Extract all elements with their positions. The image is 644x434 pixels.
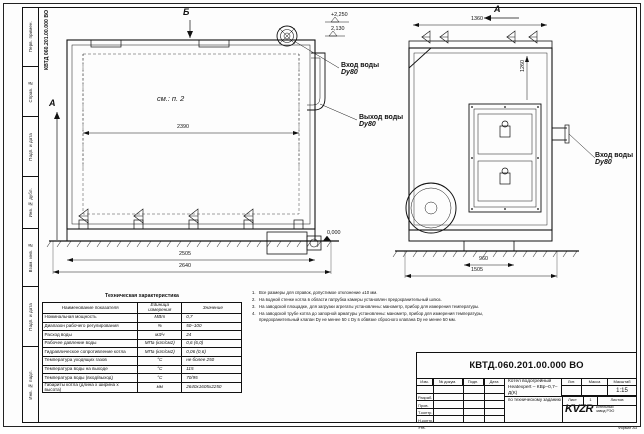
dim-height-right: 1260 (520, 60, 526, 72)
sheets-label: Листов (610, 397, 624, 402)
tech-table-header-row (43, 303, 242, 314)
tech-row-value: не более 250 (182, 356, 242, 365)
stamp-role-row (417, 394, 504, 408)
table-row (43, 382, 242, 393)
table-row (43, 374, 242, 383)
tech-row-value: 115 (182, 365, 242, 374)
product-name-area (505, 379, 562, 402)
stamp-role-row (417, 401, 504, 416)
stamp-header-date: Дата (489, 379, 499, 384)
company-block (562, 395, 636, 422)
product-line-1: Котел водогрейный (508, 379, 552, 384)
note-text: На водной стенке котла в области патрубка камеры установлен предохранительный шлюз. (259, 297, 442, 302)
stamp-header-doc: № докум. (433, 379, 463, 385)
left-cell-label: Перв. примен. (28, 20, 33, 53)
tech-row-unit: МВт (138, 314, 182, 323)
note-number: 2. (252, 297, 256, 302)
tech-row-unit: мм (138, 382, 182, 393)
note-item (252, 297, 502, 303)
drawing-vectors (39, 8, 637, 283)
callout-inlet-right-sub: Dy80 (595, 159, 612, 166)
dim-front-width-inner: 2390 (177, 124, 189, 130)
left-cell-6 (22, 347, 39, 423)
callout-inlet-top-title: Вход воды (341, 62, 380, 69)
left-cell-2 (22, 117, 39, 177)
note-item (252, 290, 502, 296)
stamp-rule (463, 379, 464, 422)
stamp-role-label: Разраб. (418, 395, 433, 400)
note-reference-label: см.: п. 2 (157, 94, 185, 103)
tech-row-unit: °С (138, 356, 182, 365)
note-text: На заводской трубе котла до запорной арматуры установлены: манометр, прибор для измерения температуры, предохранительный клапан Dу не менее 50 с Dу в обвязке сбросного клапана Dу не менее 50 мм. (259, 311, 484, 322)
table-row (43, 331, 242, 340)
table-row (43, 314, 242, 323)
lit-label: Лит. (562, 379, 582, 385)
callout-inlet-right-title: Вход воды (595, 152, 634, 159)
callout-inlet-right (595, 152, 633, 166)
tech-row-value: 70/95 (182, 374, 242, 383)
stamp-role-label: Т.контр. (418, 410, 433, 416)
tech-header-name: Наименование показателя (43, 303, 138, 314)
tech-row-name: Температура воды (вход/выход) (43, 374, 138, 383)
title-block-code-band (417, 353, 636, 379)
product-line-3: по техническому заданию (508, 396, 561, 402)
left-cell-label: Справ. № (28, 80, 33, 103)
stamp-role-row (417, 409, 504, 423)
stamp-role-label: Н.контр. (418, 417, 434, 423)
stamp-header-izm: Изм. (417, 379, 433, 385)
tech-row-value: 0,06 (0,6) (182, 348, 242, 357)
stamp-role-row (417, 386, 504, 400)
tech-header-value: Значение (182, 303, 242, 314)
company-subtitle (596, 405, 614, 413)
note-text: На заводской площадке, для загрузки агрегаты установлены: манометр, прибор для измерения температуры. (259, 304, 480, 309)
company-logo: KVZR (565, 403, 593, 415)
stamp-rule (484, 379, 485, 422)
callout-outlet (359, 114, 403, 128)
stamp-header-row (417, 379, 504, 386)
tech-table-title: Техническая характеристика (105, 293, 179, 299)
left-cell-label: Инв. № подл. (28, 370, 33, 400)
stamp-role-row (417, 416, 504, 431)
note-text: Все размеры для справок, допустимое отклонение ±10 мм. (259, 290, 378, 295)
tech-row-value: 0,7 (182, 314, 242, 323)
tech-row-name: Габариты котла (длина х ширина х высота) (43, 382, 138, 393)
left-cell-label: Подп. и дата (28, 132, 33, 161)
stamp-rule (433, 379, 434, 422)
drawing-code: КВТД.060.201.00.000 ВО (469, 360, 584, 371)
product-line-2: Heatexpert – КВр–0,7– Д(К) (508, 384, 558, 396)
tech-row-value: 0,6 (6,0) (182, 339, 242, 348)
left-cell-4 (22, 229, 39, 287)
section-letter-b: Б (183, 7, 190, 17)
company-line-1: котельный (595, 404, 614, 409)
tech-row-unit: °С (138, 374, 182, 383)
mass-label: Масса (582, 379, 608, 385)
tech-row-name: Температура воды на выходе (43, 365, 138, 374)
tech-row-name: Номинальная мощность (43, 314, 138, 323)
tech-row-name: Рабочее давление воды (43, 339, 138, 348)
tech-row-value: 2640х1605х2250 (182, 382, 242, 393)
tech-row-unit: МПа (кгс/см2) (138, 339, 182, 348)
table-row (43, 365, 242, 374)
left-cell-5 (22, 287, 39, 347)
tech-row-name: Температура уходящих газов (43, 356, 138, 365)
note-number: 3. (252, 304, 256, 309)
table-row (43, 348, 242, 357)
left-cell-label: Взам. инв. № (28, 242, 33, 273)
note-number: 4. (252, 311, 256, 316)
left-cell-1 (22, 67, 39, 117)
tech-table (42, 302, 242, 393)
note-item (252, 304, 502, 310)
callout-outlet-sub: Dy80 (359, 121, 376, 128)
dim-front-width-mid: 2505 (179, 251, 191, 257)
tech-row-value: 24 (182, 331, 242, 340)
left-cell-0 (22, 7, 39, 67)
callout-outlet-title: Выход воды (359, 114, 404, 121)
table-row (43, 322, 242, 331)
section-letter-a-left: А (49, 98, 56, 108)
level-zero: 0,000 (327, 230, 341, 236)
scale-value: 1:15 (616, 388, 628, 394)
callout-inlet-top-sub: Dy80 (341, 69, 358, 76)
lit-header-row (562, 379, 636, 386)
company-line-2: завод РЭО (595, 409, 615, 413)
sheet-value: 1 (584, 397, 598, 405)
tech-row-name: Расход воды (43, 331, 138, 340)
left-stamp-column (22, 7, 39, 423)
left-cell-3 (22, 177, 39, 229)
dim-front-width-total: 2640 (179, 263, 191, 269)
dim-side-base: 960 (479, 256, 488, 262)
note-item (252, 311, 502, 322)
stamp-role-label: Утв. (418, 425, 426, 431)
tech-row-name: Диапазон рабочего регулирования (43, 322, 138, 331)
drawing-area (39, 4, 637, 283)
left-cell-label: Подп. и дата (28, 302, 33, 331)
level-top: +2,250 (331, 12, 348, 18)
table-row (43, 356, 242, 365)
tech-row-unit: м3/ч (138, 331, 182, 340)
tech-header-unit: Единица измерения (138, 303, 182, 314)
dim-side-total: 1505 (471, 267, 483, 273)
tech-row-unit: МПа (кгс/см2) (138, 348, 182, 357)
callout-inlet-top (341, 62, 379, 76)
scale-label: Масштаб (613, 379, 631, 384)
note-number: 1. (252, 290, 256, 295)
left-cell-label: Инв. № дубл. (28, 187, 33, 218)
tech-row-unit: % (138, 322, 182, 331)
format-label: Формат А3 (617, 426, 637, 430)
tech-row-name: Гидравлическое сопротивление котла (43, 348, 138, 357)
dim-top-right-width: 1360 (471, 16, 483, 22)
stamp-header-sign: Подп. (463, 379, 484, 385)
sheet-label: Лист (562, 397, 584, 405)
top-sheet-code-label: КВТД 060.201.00.000 ВО (44, 10, 50, 71)
stamp-left (417, 379, 505, 431)
tech-row-unit: °С (138, 365, 182, 374)
table-row (43, 339, 242, 348)
stamp-role-label: Пров. (418, 402, 429, 408)
level-mid: 2,130 (331, 26, 345, 32)
tech-row-value: 50–100 (182, 322, 242, 331)
section-letter-a-right: А (494, 4, 501, 14)
notes-block (252, 290, 502, 324)
